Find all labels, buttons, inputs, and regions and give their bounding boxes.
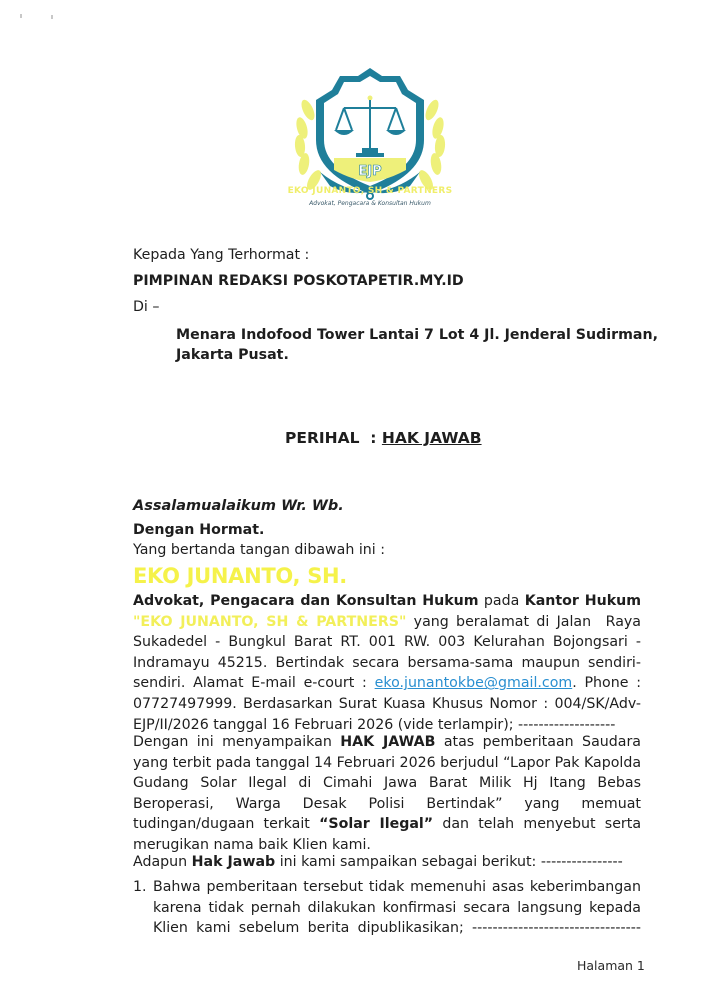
respect-line: Dengan Hormat. (133, 522, 265, 538)
p1-line1 (133, 591, 641, 612)
logo-firm-name: EKO JUNANTO, SH & PARTNERS (287, 186, 453, 196)
office-name: "EKO JUNANTO, SH & PARTNERS" (133, 613, 407, 630)
subject-label: PERIHAL : (285, 429, 377, 447)
p1-line2-rest: yang beralamat di Jalan Raya (413, 613, 642, 630)
p1-line3: Sukadedel - Bungkul Barat RT. 001 RW. 003 Kelurahan Bojongsari - (133, 634, 641, 651)
subject-value: HAK JAWAB (381, 429, 482, 447)
p1-line7: EJP/II/2026 tanggal 16 Februari 2026 (vide terlampir); ------------------- (133, 716, 616, 733)
email-label: sendiri. Alamat E-mail e-court : (133, 675, 367, 692)
paragraph-identity (133, 591, 641, 735)
p2-hak-jawab-bold: HAK JAWAB (340, 734, 436, 750)
p2-line4: Beroperasi, Warga Desak Polisi Bertindak” yang memuat (133, 795, 641, 812)
p1-line6: 07727497999. Berdasarkan Surat Kuasa Khusus Nomor : 004/SK/Adv- (133, 695, 641, 712)
numbered-list (133, 877, 641, 939)
p2-line1 (133, 732, 641, 753)
p1-line4: Indramayu 45215. Bertindak secara bersama-sama maupun sendiri- (133, 654, 641, 671)
p2-line5-pre: tudingan/dugaan terkait (133, 816, 310, 833)
signer-name: EKO JUNANTO, SH. (133, 564, 347, 588)
email-link[interactable]: eko.junantokbe@gmail.com (374, 675, 573, 692)
list-item-line: karena tidak pernah dilakukan konfirmasi secara langsung kepada (153, 899, 641, 916)
p3-post: ini kami sampaikan sebagai berikut: ---------------- (279, 854, 623, 870)
paragraph-adapun (133, 852, 641, 873)
role-text: Advokat, Pengacara dan Konsultan Hukum (133, 593, 479, 609)
greeting: Assalamualaikum Wr. Wb. (133, 498, 344, 514)
recipient-address-line1: Menara Indofood Tower Lantai 7 Lot 4 Jl. Jenderal Sudirman, (176, 327, 658, 343)
scan-speck (51, 15, 53, 19)
subject-line (285, 429, 482, 447)
p3-bold: Hak Jawab (191, 854, 276, 870)
pada-text: pada (483, 593, 520, 609)
recipient-di: Di – (133, 299, 160, 315)
recipient-name: PIMPINAN REDAKSI POSKOTAPETIR.MY.ID (133, 273, 464, 289)
recipient-salutation: Kepada Yang Terhormat : (133, 247, 310, 263)
page-number: Halaman 1 (577, 958, 645, 973)
p2-line5-post: dan telah menyebut serta (442, 816, 642, 833)
scan-speck (20, 14, 22, 18)
p2-line5 (133, 814, 641, 835)
intro-line: Yang bertanda tangan dibawah ini : (133, 542, 385, 558)
p3-line (133, 852, 641, 873)
list-item-number: 1. (133, 879, 147, 895)
p1-line5 (133, 673, 641, 694)
p3-pre: Adapun (133, 854, 188, 870)
list-item-line: Klien kami sebelum berita dipublikasikan; --------------------------------- (153, 920, 641, 937)
p2-line6: merugikan nama baik Klien kami. (133, 836, 371, 853)
p2-line3: Gudang Solar Ilegal di Cimahi Jawa Barat Milik Hj Itang Bebas (133, 775, 641, 792)
p1-line2 (133, 612, 641, 633)
phone-label: . Phone : (572, 675, 642, 692)
p2-solar-ilegal-bold: “Solar Ilegal” (319, 816, 434, 833)
p2-line2: yang terbit pada tanggal 14 Februari 2026 berjudul “Lapor Pak Kapolda (133, 754, 642, 771)
list-item (153, 877, 641, 939)
logo-tagline: Advokat, Pengacara & Konsultan Hukum (309, 200, 431, 207)
p2-line1-post: atas pemberitaan Saudara (443, 734, 641, 750)
p2-line1-pre: Dengan ini menyampaikan (133, 734, 332, 750)
recipient-address-line2: Jakarta Pusat. (176, 347, 289, 363)
office-label: Kantor Hukum (524, 593, 642, 609)
logo-monogram: EJP (358, 164, 382, 179)
paragraph-hak-jawab (133, 732, 641, 856)
list-item-line: Bahwa pemberitaan tersebut tidak memenuhi asas keberimbangan (153, 879, 641, 895)
